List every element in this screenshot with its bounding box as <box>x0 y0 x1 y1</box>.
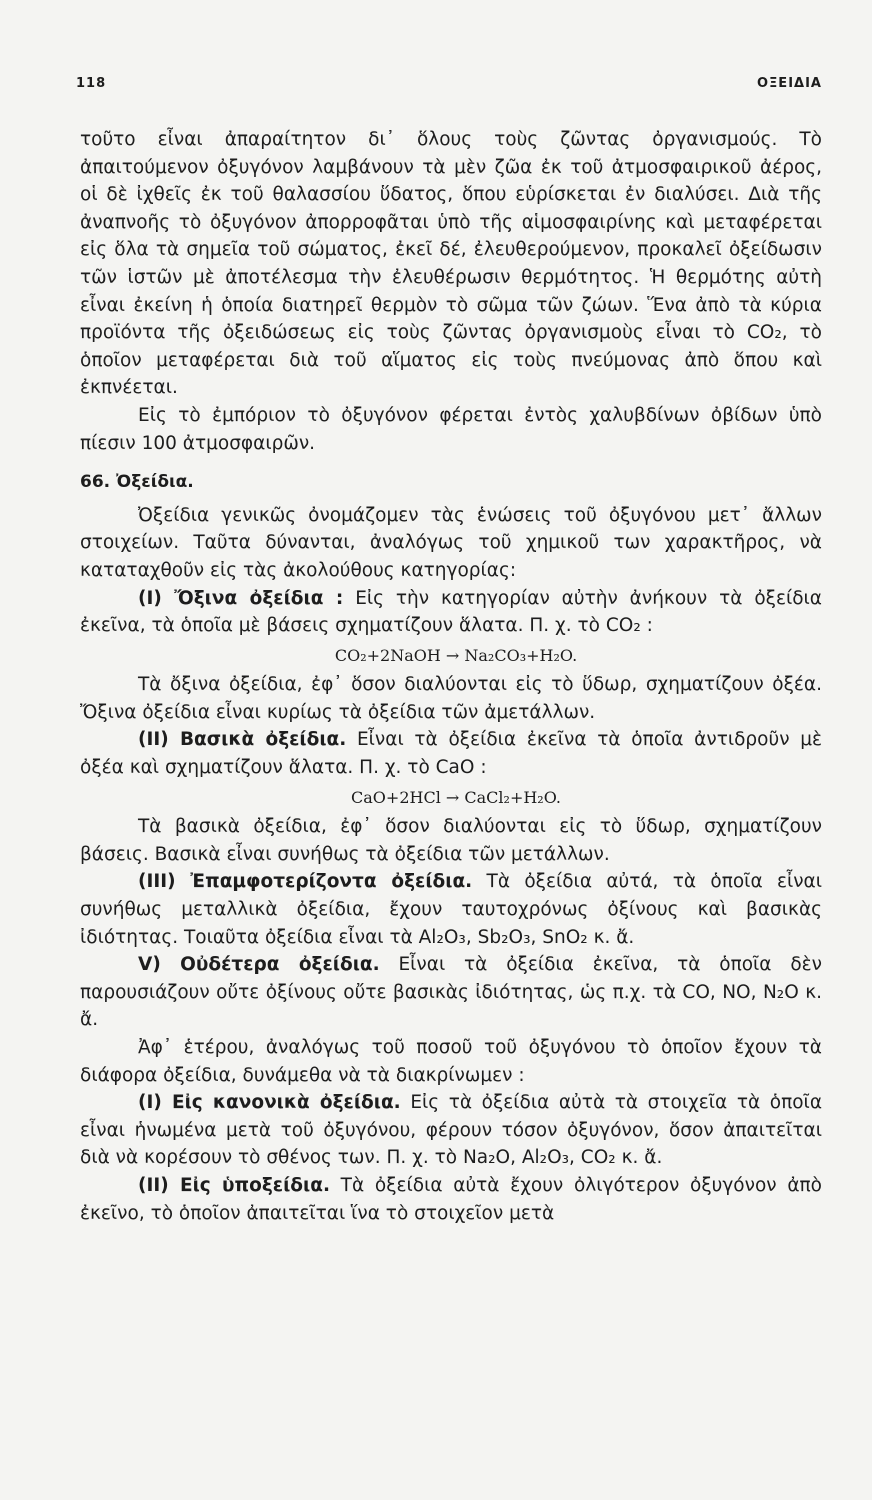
paragraph <box>80 1034 822 1089</box>
subheading: (I) Ὄξινα ὀξείδια : <box>138 587 344 609</box>
paragraph <box>80 671 822 726</box>
paragraph <box>80 951 822 1034</box>
paragraph-text: Τὰ ὄξινα ὀξείδια, ἐφ᾽ ὅσον διαλύονται εἰς τὸ ὕδωρ, σχηματίζουν ὀξέα. Ὄξινα ὀξείδια εἶναι κυρίως τὰ ὀξείδια τῶν ἀμετάλλων. <box>80 674 822 723</box>
paragraph <box>80 726 822 781</box>
paragraph <box>80 502 822 585</box>
page-header <box>76 76 822 100</box>
paragraph-text: Εἰς τὴν κατηγορίαν αὐτὴν ἀνήκουν τὰ ὀξείδια ἐκεῖνα, τὰ ὁποῖα μὲ βάσεις σχηματίζουν ἅλατα. Π. χ. τὸ CO₂ : <box>80 587 822 637</box>
subheading: (III) Ἐπαμφοτερίζοντα ὀξείδια. <box>138 871 473 893</box>
paragraph-text: Ὀξείδια γενικῶς ὀνομάζομεν τὰς ἑνώσεις τοῦ ὀξυγόνου μετ᾽ ἄλλων στοιχείων. Ταῦτα δύνανται, ἀναλόγως τοῦ χημικοῦ των χαρακτῆρος, νὰ καταταχθοῦν εἰς τὰς ἀκολούθους κατηγορίας: <box>80 504 822 581</box>
paragraph-text: Τὰ ὀξείδια αὐτὰ ἔχουν ὀλιγότερον ὀξυγόνον ἀπὸ ἐκεῖνο, τὸ ὁποῖον ἀπαιτεῖται ἵνα τὸ στοιχεῖον μετὰ <box>80 1174 822 1224</box>
paragraph-text: Εἶναι τὰ ὀξείδια ἐκεῖνα τὰ ὁποῖα ἀντιδροῦν μὲ ὀξέα καὶ σχηματίζουν ἅλατα. Π. χ. τὸ CaO : <box>80 729 822 779</box>
paragraph <box>80 585 822 640</box>
paragraph-text: Εἶναι τὰ ὀξείδια ἐκεῖνα, τὰ ὁποῖα δὲν παρουσιάζουν οὔτε ὀξίνους οὔτε βασικὰς ἰδιότητας, ὡς π.χ. τὰ CO, NO, N₂O κ. ἄ. <box>80 954 822 1031</box>
running-title: ΟΞΕΙΔΙΑ <box>757 76 822 91</box>
chemical-equation: CO₂+2NaOH → Na₂CO₃+H₂O. <box>334 645 578 665</box>
paragraph-text: τοῦτο εἶναι ἀπαραίτητον δι᾽ ὅλους τοὺς ζῶντας ὀργανισμούς. Τὸ ἀπαιτούμενον ὀξυγόνον λαμβάνουν τὰ μὲν ζῶα ἐκ τοῦ ἀτμοσφαιρικοῦ ἀέρος, οἱ δὲ ἰχθεῖς ἐκ τοῦ θαλασσίου ὕδατος, ὅπου εὑρίσκεται ἐν διαλύσει. Διὰ τῆς ἀναπνοῆς τὸ ὀξυγόνον ἀπορροφᾶται ὑπὸ τῆς αἱμοσφαιρίνης καὶ μεταφέρεται εἰς ὅλα τὰ σημεῖα τοῦ σώματος, ἐκεῖ δέ, ἐλευθερούμενον, προκαλεῖ ὀξείδωσιν τῶν ἱστῶν μὲ ἀποτέλεσμα τὴν ἐλευθέρωσιν θερμότητος. Ἡ θερμότης αὐτὴ εἶναι ἐκείνη ἡ ὁποία διατηρεῖ θερμὸν τὸ σῶμα τῶν ζώων. Ἕνα ἀπὸ τὰ κύρια προϊόντα τῆς ὀξειδώσεως εἰς τοὺς ζῶντας ὀργανισμοὺς εἶναι τὸ CO₂, τὸ ὁποῖον μεταφέρεται διὰ τοῦ αἵματος εἰς τοὺς πνεύμονας ἀπὸ ὅπου καὶ ἐκπνέεται. <box>80 129 822 399</box>
paragraph-text: Εἰς τὸ ἐμπόριον τὸ ὀξυγόνον φέρεται ἐντὸς χαλυβδίνων ὀβίδων ὑπὸ πίεσιν 100 ἀτμοσφαιρῶν. <box>80 404 822 454</box>
paragraph <box>80 1089 822 1172</box>
subheading: (I) Εἰς κανονικὰ ὀξείδια. <box>138 1092 401 1114</box>
section-heading: 66. Ὀξείδια. <box>80 472 194 493</box>
paragraph-text: Εἰς τὰ ὀξείδια αὐτὰ τὰ στοιχεῖα τὰ ὁποῖα εἶναι ἡνωμένα μετὰ τοῦ ὀξυγόνου, φέρουν τόσον ὀξυγόνον, ὅσον ἀπαιτεῖται διὰ νὰ κορέσουν τὸ σθένος των. Π. χ. τὸ Na₂O, Al₂O₃, CO₂ κ. ἄ. <box>80 1092 823 1169</box>
paragraph <box>80 402 822 457</box>
chemical-equation: CaO+2HCl → CaCl₂+H₂O. <box>351 787 561 807</box>
paragraph <box>80 868 822 951</box>
subheading: V) Οὐδέτερα ὀξείδια. <box>138 954 380 976</box>
page-number: 118 <box>76 76 107 91</box>
subheading: (II) Εἰς ὑποξείδια. <box>138 1174 330 1196</box>
page-body <box>80 126 822 1227</box>
paragraph-text: Τὰ ὀξείδια αὐτά, τὰ ὁποῖα εἶναι συνήθως μεταλλικὰ ὀξείδια, ἔχουν ταυτοχρόνως ὀξίνους καὶ βασικὰς ἰδιότητας. Τοιαῦτα ὀξείδια εἶναι τὰ Al₂O₃, Sb₂O₃, SnO₂ κ. ἄ. <box>80 871 823 948</box>
paragraph-text: Τὰ βασικὰ ὀξείδια, ἐφ᾽ ὅσον διαλύονται εἰς τὸ ὕδωρ, σχηματίζουν βάσεις. Βασικὰ εἶναι συνήθως τὰ ὀξείδια τῶν μετάλλων. <box>80 816 822 865</box>
subheading: (II) Βασικὰ ὀξείδια. <box>138 729 347 751</box>
paragraph <box>80 126 822 402</box>
paragraph <box>80 813 822 868</box>
paragraph-text: Ἀφ᾽ ἑτέρου, ἀναλόγως τοῦ ποσοῦ τοῦ ὀξυγόνου τὸ ὁποῖον ἔχουν τὰ διάφορα ὀξείδια, δυνάμεθα νὰ τὰ διακρίνωμεν : <box>80 1037 822 1086</box>
paragraph <box>80 1172 822 1227</box>
